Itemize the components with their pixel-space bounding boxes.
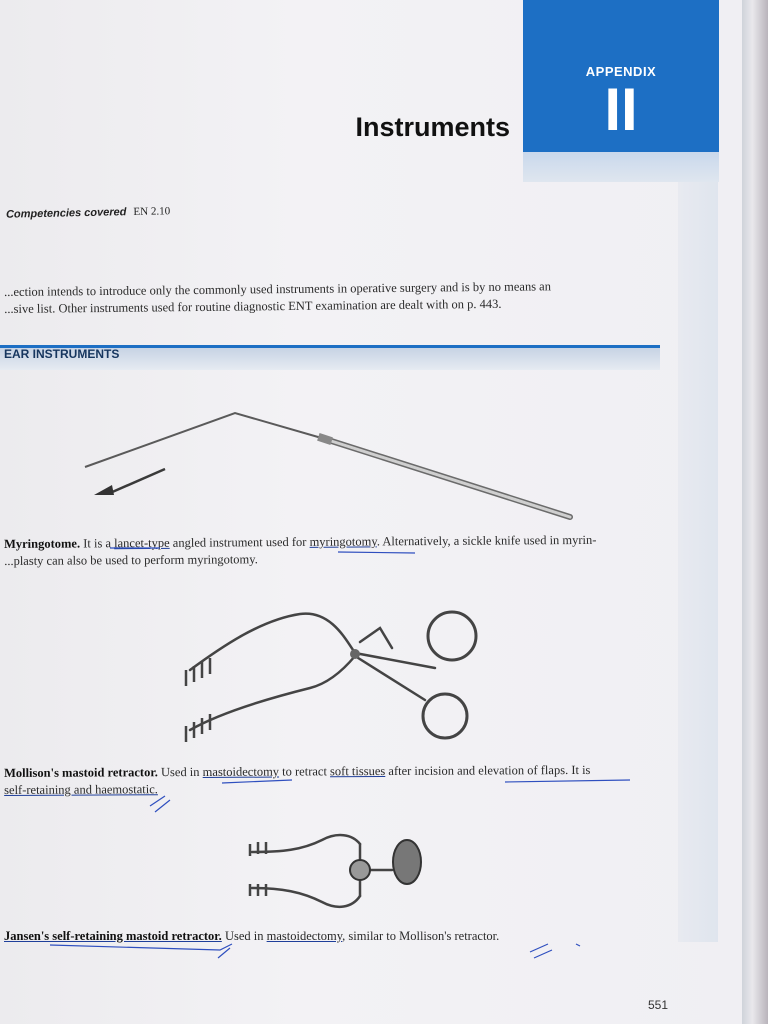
myringotome-name: Myringotome. [4,536,81,551]
intro-line-1: ...ection intends to introduce only the commonly used instruments in operative surgery and is by no means an [4,279,552,299]
mastoidectomy-term-2: mastoidectomy [266,929,343,943]
page-title: Instruments [355,112,510,142]
myringotome-line-2: ...plasty can also be used to perform myringotomy. [4,552,258,568]
myringotome-text-3: . Alternatively, a sickle knife used in myrin- [376,532,597,549]
page-edge [742,0,768,1024]
appendix-label: APPENDIX [585,64,657,79]
jansen-text-2: , similar to Mollison's retractor. [342,929,500,943]
soft-tissues-term: soft tissues [330,764,386,779]
myringotome-text-1: It is a [80,536,115,551]
mollison-text-2: to retract [278,764,331,779]
myringotome-text-2: angled instrument used for [169,534,310,550]
competencies-label: Competencies covered [5,206,127,221]
mollison-name: Mollison's mastoid retractor. [4,765,158,780]
intro-line-2: ...sive list. Other instruments used for routine diagnostic ENT examination are dealt with on p. 443. [4,296,502,316]
myringotomy-term: myringotomy [309,534,377,549]
lancet-type-term: lancet-type [114,535,170,551]
mollison-line-2: self-retaining and haemostatic. [4,782,158,797]
mollison-text-1: Used in [157,764,203,780]
mastoidectomy-term-1: mastoidectomy [202,764,280,779]
appendix-number: II [604,76,638,143]
section-title: EAR INSTRUMENTS [4,347,120,361]
jansen-name: Jansen's self-retaining mastoid retractor. [4,929,222,943]
jansen-text-1: Used in [221,929,267,943]
mollison-text-3: after incision and elevation of flaps. It is [385,762,591,779]
competencies-code: EN 2.10 [133,205,171,219]
page-number: 551 [648,998,669,1012]
